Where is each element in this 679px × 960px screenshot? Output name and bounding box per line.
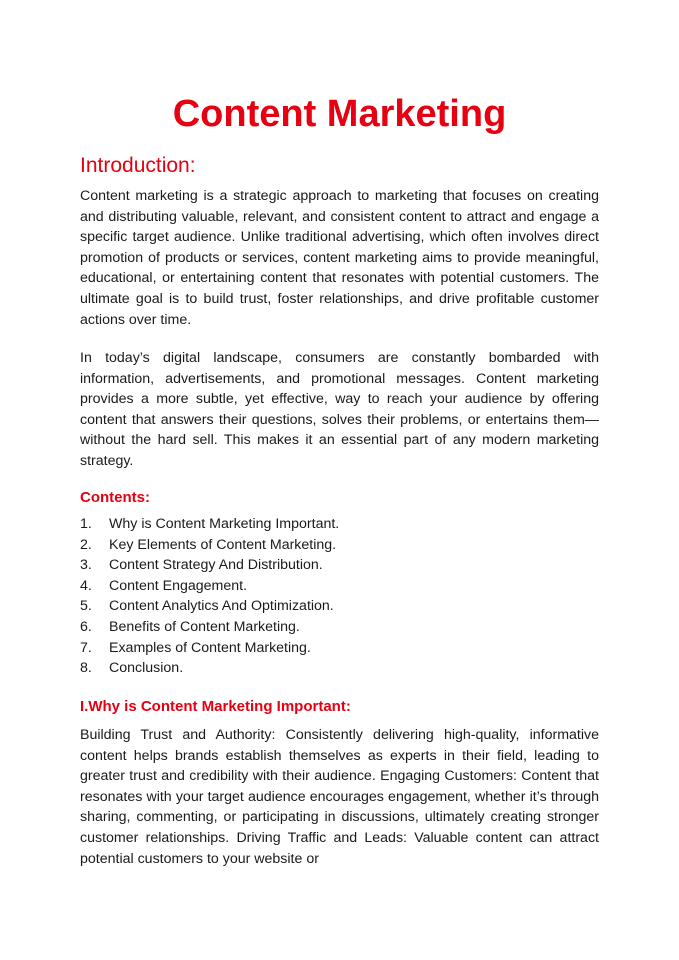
section1-paragraph: Building Trust and Authority: Consistently delivering high-quality, informative content helps brands establish themselves as experts in their field, leading to greater trust and credibility with their audience. Engaging Customers: Content that resonates with your target audience encourages engagement, whether it’s through sharing, commenting, or participating in discussions, ultimately creating stronger customer relationships. Driving Traffic and Leads: Valuable content can attract potential customers to your website or (80, 727, 599, 867)
list-item-label: Content Strategy And Distribution. (109, 557, 323, 574)
contents-list (80, 514, 339, 679)
list-item-number: 2. (80, 536, 92, 553)
list-item-number: 1. (80, 516, 92, 532)
list-item (80, 658, 339, 679)
list-item-label: Benefits of Content Marketing. (109, 618, 300, 635)
list-item-number: 3. (80, 557, 92, 574)
list-item (80, 617, 339, 638)
list-item-label: Content Analytics And Optimization. (109, 598, 334, 615)
list-item (80, 638, 339, 659)
list-item-label: Why is Content Marketing Important. (109, 516, 340, 532)
list-item (80, 576, 339, 597)
list-item (80, 555, 339, 576)
contents-heading: Contents: (80, 489, 150, 506)
list-item-label: Content Engagement. (109, 577, 248, 594)
list-item-label: Examples of Content Marketing. (109, 639, 311, 656)
introduction-paragraph-1: Content marketing is a strategic approach to marketing that focuses on creating and distributing valuable, relevant, and consistent content to attract and engage a specific target audience. Unlike traditional advertising, which often involves direct promotion of products or services, content marketing aims to provide meaningful, educational, or entertaining content that resonates with potential customers. The ultimate goal is to build trust, foster relationships, and drive profitable customer actions over time. (80, 188, 599, 328)
introduction-paragraph-2: In today’s digital landscape, consumers are constantly bombarded with information, advertisements, and promotional messages. Content marketing provides a more subtle, yet effective, way to reach your audience by offering content that answers their questions, solves their problems, or entertains them—without the hard sell. This makes it an essential part of any modern marketing strategy. (80, 350, 599, 469)
list-item-label: Conclusion. (109, 660, 184, 677)
list-item (80, 514, 339, 535)
list-item-number: 6. (80, 618, 92, 635)
list-item-number: 4. (80, 577, 92, 594)
list-item-label: Key Elements of Content Marketing. (109, 536, 337, 553)
list-item (80, 535, 339, 556)
list-item-number: 5. (80, 598, 92, 615)
section1-heading: I.Why is Content Marketing Important: (80, 698, 351, 715)
list-item-number: 7. (80, 639, 92, 656)
page-title: Content Marketing (172, 93, 507, 135)
introduction-heading: Introduction: (80, 154, 196, 177)
list-item-number: 8. (80, 660, 92, 677)
list-item (80, 596, 339, 617)
